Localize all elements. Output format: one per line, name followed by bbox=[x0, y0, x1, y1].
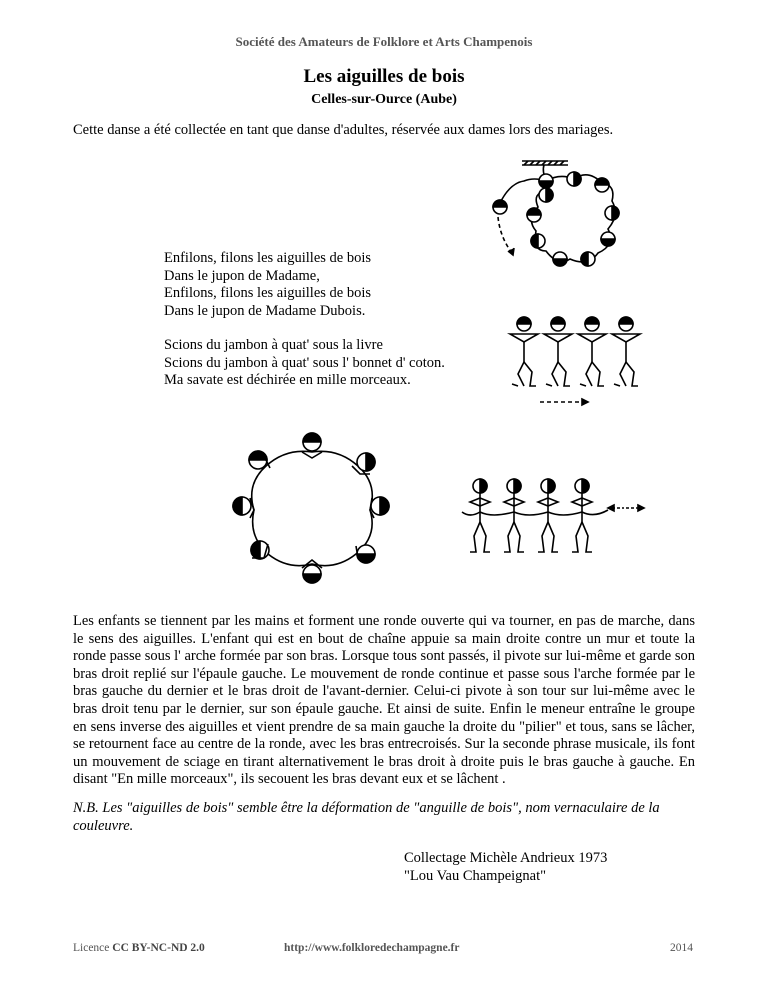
illustration-line-arms-crossed bbox=[500, 312, 660, 424]
illustration-line-sawing bbox=[458, 478, 648, 558]
header-organization: Société des Amateurs de Folklore et Arts Champenois bbox=[235, 34, 533, 49]
intro-paragraph: Cette danse a été collectée en tant que danse d'adultes, réservée aux dames lors des mariages. bbox=[73, 122, 614, 138]
illustration-circle-dancers bbox=[228, 428, 396, 588]
note-paragraph: N.B. Les "aiguilles de bois" semble être la déformation de "anguille de bois", nom vernaculaire de la couleuvre. bbox=[73, 800, 660, 834]
lyric-line: Ma savate est déchirée en mille morceaux. bbox=[164, 372, 411, 388]
footer-url[interactable]: http://www.folkloredechampagne.fr bbox=[284, 942, 460, 954]
lyric-line: Scions du jambon à quat' sous l' bonnet d' coton. bbox=[164, 354, 445, 371]
lyric-line: Scions du jambon à quat' sous la livre bbox=[164, 337, 383, 353]
license-prefix: Licence bbox=[73, 942, 113, 954]
footer-year: 2014 bbox=[670, 942, 693, 954]
page-title: Les aiguilles de bois bbox=[303, 66, 465, 87]
credit-line: Collectage Michèle Andrieux 1973 bbox=[404, 850, 608, 866]
footer-license bbox=[73, 942, 205, 954]
dance-description: Les enfants se tiennent par les mains et forment une ronde ouverte qui va tourner, en pas de marche, dans le sens des aiguilles. L'enfant qui est en bout de chaîne appuie sa main droite contre un mur et toute la ronde passe sous l' arche formée par son bras. Lorsque tous sont passés, il pivote sur lui-même et garde son bras droit replié sur l'épaule gauche. Le mouvement de ronde continue et passe sous l'arche formée par le bras gauche du dernier et le bras droit de l'avant-dernier. Celui-ci pivote à son tour sur lui-même avec le bras droit tenu par le dernier, sur son épaule gauche. Et ainsi de suite. Enfin le meneur entraîne le groupe en sens inverse des aiguilles et vient prendre de sa main gauche la droite du "pilier" et tous, sans se lâcher, se retournent face au centre de la ronde, avec les bras entrecroisés. Sur la seconde phrase musicale, ils font un mouvement de sciage en tirant alternativement le bras droit à droite puis le bras gauche à gauche. En disant "En mille morceaux", ils secouent les bras devant eux et se lâchent . bbox=[73, 613, 695, 788]
page-subtitle: Celles-sur-Ource (Aube) bbox=[311, 92, 457, 107]
credit-block bbox=[404, 850, 607, 885]
lyric-line: Dans le jupon de Madame Dubois. bbox=[164, 302, 366, 319]
song-lyrics bbox=[164, 250, 445, 390]
illustration-chain-under-arch bbox=[470, 155, 650, 275]
lyric-line: Enfilons, filons les aiguilles de bois bbox=[164, 250, 372, 266]
credit-line: "Lou Vau Champeignat" bbox=[404, 867, 547, 884]
license-name: CC BY-NC-ND 2.0 bbox=[112, 942, 205, 954]
lyric-line: Enfilons, filons les aiguilles de bois bbox=[164, 285, 372, 301]
lyric-line: Dans le jupon de Madame, bbox=[164, 267, 320, 284]
